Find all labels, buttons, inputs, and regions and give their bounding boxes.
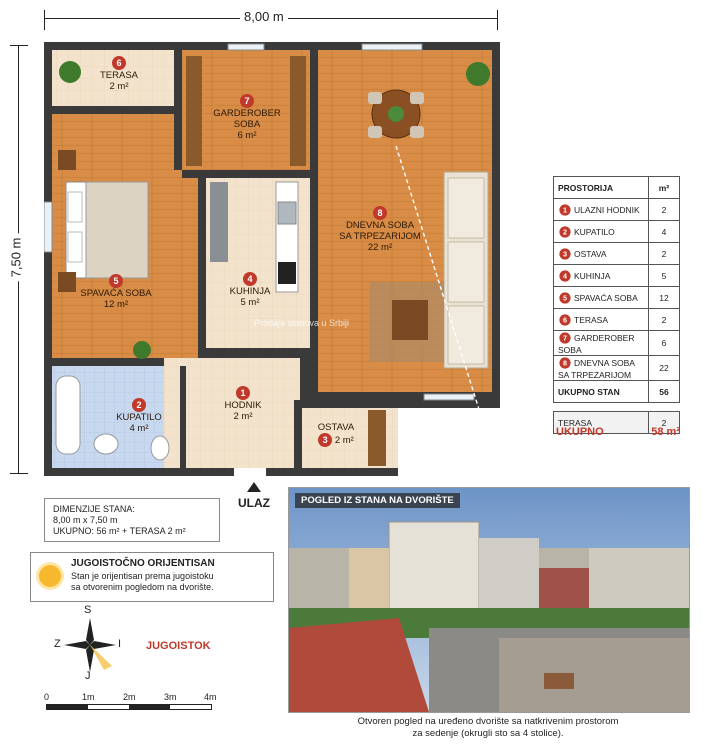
legend-row	[554, 356, 680, 381]
legend-room-area: 22	[649, 356, 680, 381]
height-label: 7,50 m	[8, 234, 23, 282]
grand-total	[556, 426, 680, 438]
room-label-spavaca: 5 SPAVAĆA SOBA 12 m²	[80, 276, 152, 310]
room-number-badge: 7	[240, 94, 254, 108]
legend-room-name: OSTAVA	[574, 248, 607, 259]
legend-room-name: GARDEROBER SOBA	[558, 333, 635, 355]
photo-caption-line2: za sedenje (okrugli sto sa 4 stolice).	[412, 728, 564, 739]
width-label: 8,00 m	[240, 9, 288, 24]
legend-room-name: TERASA	[574, 314, 609, 325]
entrance-label: ULAZ	[238, 496, 270, 510]
room-number-badge: 5	[559, 292, 570, 303]
room-number-badge: 1	[236, 386, 250, 400]
legend-room-area: 5	[649, 265, 680, 287]
scale-tick-1: 1m	[82, 692, 95, 702]
room-number-badge: 2	[559, 226, 570, 237]
legend-header-area: m²	[649, 177, 680, 199]
room-number-badge: 7	[559, 332, 570, 343]
legend-room-area: 2	[649, 243, 680, 265]
legend-row	[554, 265, 680, 287]
photo-caption-line1: Otvoren pogled na uređeno dvorište sa natkrivenim prostorom	[357, 716, 619, 727]
floor-plan	[44, 42, 500, 476]
room-number-badge: 4	[243, 272, 257, 286]
scale-tick-4: 4m	[204, 692, 217, 702]
legend-room-name: KUPATILO	[574, 226, 615, 237]
room-number-badge: 3	[559, 248, 570, 259]
room-number-badge: 4	[559, 270, 570, 281]
scale-bar	[44, 692, 224, 722]
compass-e: I	[118, 638, 122, 650]
legend-room-name: KUHINJA	[574, 270, 611, 281]
legend-room-name: DNEVNA SOBA SA TRPEZARIJOM	[558, 358, 635, 380]
dimensions-line2: UKUPNO: 56 m² + TERASA 2 m²	[53, 526, 186, 536]
watermark: Prodaja stanova u Srbiji	[254, 318, 350, 328]
dimensions-line1: 8,00 m x 7,50 m	[53, 515, 118, 525]
orientation-title: JUGOISTOČNO ORIJENTISAN	[71, 558, 215, 569]
room-label-dnevna: 8 DNEVNA SOBA SA TRPEZARIJOM 22 m²	[339, 208, 421, 253]
sun-icon	[39, 565, 61, 587]
legend-room-area: 2	[649, 199, 680, 221]
room-number-badge: 6	[112, 56, 126, 70]
compass-s: J	[85, 670, 91, 682]
room-number-badge: 8	[373, 206, 387, 220]
scale-tick-0: 0	[44, 692, 50, 702]
orientation-box	[30, 552, 274, 602]
orientation-line2: sa otvorenim pogledom na dvorište.	[71, 582, 214, 592]
room-number-badge: 1	[559, 204, 570, 215]
legend-row	[554, 243, 680, 265]
compass-w: Z	[54, 638, 61, 650]
area-legend-table	[553, 176, 680, 434]
legend-room-name: SPAVAĆA SOBA	[574, 292, 638, 303]
grand-total-value: 58 m²	[651, 426, 680, 438]
room-label-kuhinja: 4 KUHINJA 5 m²	[229, 274, 271, 308]
entrance-arrow-icon	[247, 482, 261, 492]
legend-room-area: 4	[649, 221, 680, 243]
legend-room-name: ULAZNI HODNIK	[574, 204, 640, 215]
photo-caption	[288, 716, 688, 740]
compass	[52, 604, 132, 682]
legend-total-row: UKUPNO STAN 56	[554, 381, 680, 403]
legend-row	[554, 309, 680, 331]
compass-n: S	[84, 604, 92, 616]
compass-label: JUGOISTOK	[146, 640, 211, 652]
legend-row	[554, 331, 680, 356]
legend-header-room: PROSTORIJA	[554, 177, 649, 199]
photo-title: POGLED IZ STANA NA DVORIŠTE	[295, 493, 460, 508]
room-number-badge: 8	[559, 357, 570, 368]
room-label-hodnik: 1 HODNIK 2 m²	[224, 388, 262, 422]
room-label-garderober: 7 GARDEROBER SOBA 6 m²	[213, 96, 281, 141]
scale-tick-2: 2m	[123, 692, 136, 702]
room-number-badge: 5	[109, 274, 123, 288]
legend-row	[554, 199, 680, 221]
legend-row	[554, 221, 680, 243]
room-label-kupatilo: 2 KUPATILO 4 m²	[116, 400, 162, 434]
courtyard-photo	[288, 487, 690, 713]
dimensions-title: DIMENZIJE STANA:	[53, 504, 135, 514]
terrace-row: TERASA 2	[554, 412, 680, 434]
grand-total-label: UKUPNO	[556, 426, 604, 438]
dimensions-box	[44, 498, 220, 542]
legend-row	[554, 287, 680, 309]
scale-tick-3: 3m	[164, 692, 177, 702]
legend-room-area: 2	[649, 309, 680, 331]
room-number-badge: 6	[559, 314, 570, 325]
entrance-marker	[234, 482, 274, 510]
room-number-badge: 2	[132, 398, 146, 412]
room-number-badge: 3	[318, 433, 332, 447]
room-label-terasa: 6 TERASA 2 m²	[99, 58, 138, 92]
legend-room-area: 12	[649, 287, 680, 309]
room-label-ostava: OSTAVA 3 2 m²	[317, 422, 355, 446]
legend-room-area: 6	[649, 331, 680, 356]
orientation-line1: Stan je orijentisan prema jugoistoku	[71, 571, 214, 581]
